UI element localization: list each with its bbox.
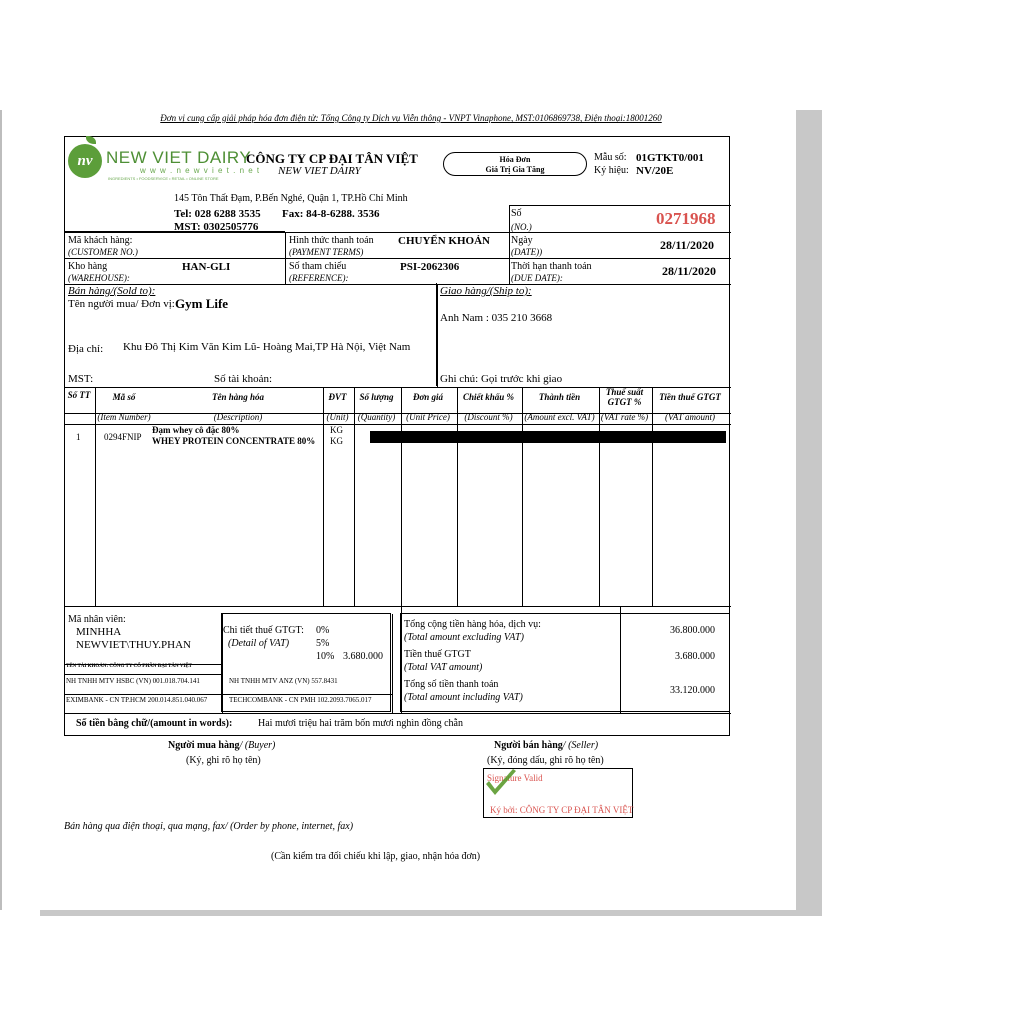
divider <box>436 283 437 386</box>
bank-eximbank: EXIMBANK - CN TP.HCM 200.014.851.040.067 <box>66 696 208 704</box>
col-header-stt: Số TT <box>67 390 91 400</box>
vat-total-sublabel: (Total VAT amount) <box>404 662 483 673</box>
row-desc-en: WHEY PROTEIN CONCENTRATE 80% <box>152 436 316 446</box>
row-unit-1: KG <box>330 425 343 435</box>
reference-label: Số tham chiếu <box>289 261 347 272</box>
vat-rate-5: 5% <box>316 638 330 649</box>
col-header-description: Tên hàng hóa <box>211 392 264 402</box>
in-words-label: Số tiền bằng chữ/(amount in words): <box>76 718 233 729</box>
logo-tagline: INGREDIENTS • FOODSERVICE • RETAIL • ONLINE STORE <box>108 176 219 181</box>
col-header-vat-rate: Thuế suất GTGT % <box>605 387 644 407</box>
vat-total-value: 3.680.000 <box>675 651 715 662</box>
reference-sublabel: (REFERENCE): <box>289 273 349 283</box>
divider <box>65 674 222 675</box>
page-shadow-bottom <box>40 910 822 916</box>
signed-by: Ký bởi: CÔNG TY CP ĐẠI TÂN VIỆT <box>490 805 634 815</box>
col-header-unit-price: Đơn giá <box>412 392 444 402</box>
warehouse-label: Kho hàng <box>68 261 108 272</box>
company-logo: nv <box>68 144 102 178</box>
divider <box>65 258 731 259</box>
buyer-sign-note: (Ký, ghi rõ họ tên) <box>186 755 261 766</box>
divider <box>65 606 731 607</box>
invoice-type-line1: Hóa Đơn <box>499 155 531 164</box>
bank-anz: NH TNHH MTV ANZ (VN) 557.8431 <box>229 677 338 685</box>
bank-hsbc: NH TNHH MTV HSBC (VN) 001.018.704.141 <box>66 677 200 685</box>
col-header-unit-price-en: (Unit Price) <box>406 412 450 422</box>
divider <box>285 232 286 284</box>
in-words-value: Hai mươi triệu hai trăm bốn mươi nghìn đồng chẵn <box>258 718 463 729</box>
staff-label: Mã nhân viên: <box>68 614 126 625</box>
ship-to-contact: Anh Nam : 035 210 3668 <box>440 312 553 324</box>
account-label: Số tài khoản: <box>214 373 273 385</box>
signature-valid-text: Signature Valid <box>487 773 543 783</box>
due-date-label: Thời hạn thanh toán <box>511 261 592 272</box>
divider <box>509 205 510 284</box>
date-label: Ngày <box>511 235 533 246</box>
vat-rate-10: 10% <box>316 651 335 662</box>
warehouse-sublabel: (WAREHOUSE): <box>68 273 130 283</box>
total-incl-label: Tổng số tiền thanh toán <box>404 679 499 690</box>
col-header-amount-en: (Amount excl. VAT) <box>524 412 595 422</box>
address-label: Địa chỉ: <box>68 343 104 355</box>
vat-total-label: Tiền thuế GTGT <box>404 649 471 660</box>
payment-label: Hình thức thanh toán <box>289 235 374 246</box>
col-header-discount: Chiết khấu % <box>462 392 514 402</box>
mst-label: MST: <box>68 373 94 385</box>
form-no-label: Mẫu số: <box>594 152 627 163</box>
row-stt: 1 <box>76 432 81 442</box>
redaction-bar <box>370 431 726 443</box>
form-no-value: 01GTKT0/001 <box>636 152 704 164</box>
col-header-code-en: (Item Number) <box>97 412 151 422</box>
col-header-code: Mã số <box>112 392 136 402</box>
vat-rate-0: 0% <box>316 625 330 636</box>
col-header-description-en: (Description) <box>213 412 263 422</box>
divider <box>509 205 731 206</box>
invoice-type-line2: Giá Trị Gia Tăng <box>485 165 545 174</box>
divider <box>65 284 731 285</box>
buyer-label: Tên người mua/ Đơn vị: <box>68 298 175 310</box>
vat-10-amount: 3.680.000 <box>343 651 383 662</box>
divider <box>392 614 393 713</box>
symbol-value: NV/20E <box>636 165 674 177</box>
page-edge <box>0 110 2 910</box>
seller-sign-title-vi: Người bán hàng <box>494 740 563 751</box>
col-header-vat-rate-en: (VAT rate %) <box>600 412 649 422</box>
col-header-unit-en: (Unit) <box>326 412 349 422</box>
logo-website: w w w . n e w v i e t . n e t <box>140 166 261 175</box>
total-excl-label: Tổng cộng tiền hàng hóa, dịch vụ: <box>404 619 541 630</box>
number-label: Số <box>511 208 522 219</box>
number-sublabel: (NO.) <box>511 222 532 232</box>
customer-no-sublabel: (CUSTOMER NO.) <box>68 247 138 257</box>
col-header-amount: Thành tiền <box>538 392 581 402</box>
staff-name-2: NEWVIET\THUY.PHAN <box>76 639 191 651</box>
col-header-discount-en: (Discount %) <box>464 412 513 422</box>
warehouse-value: HAN-GLI <box>182 261 231 273</box>
company-phone: Tel: 028 6288 3535 <box>174 208 261 220</box>
reference-value: PSI-2062306 <box>400 261 460 273</box>
company-address: 145 Tôn Thất Đạm, P.Bến Nghé, Quận 1, TP.Hồ Chí Minh <box>174 193 408 204</box>
sold-to-heading: Bán hàng/(Sold to): <box>68 285 156 297</box>
due-date-sublabel: (DUE DATE): <box>511 273 563 283</box>
delivery-note: Ghi chú: Gọi trước khi giao <box>440 373 563 385</box>
invoice-number: 0271968 <box>656 209 716 228</box>
buyer-sign-title-en: / (Buyer) <box>239 740 276 751</box>
customer-no-label: Mã khách hàng: <box>68 235 133 246</box>
vat-detail-label: Chi tiết thuế GTGT: <box>223 625 304 636</box>
divider <box>65 713 731 714</box>
payment-sublabel: (PAYMENT TERMS) <box>289 247 364 257</box>
row-unit-2: KG <box>330 436 343 446</box>
seller-sign-note: (Ký, đóng dấu, ghi rõ họ tên) <box>487 755 604 766</box>
check-note: (Cần kiểm tra đối chiếu khi lập, giao, nhận hóa đơn) <box>271 851 481 862</box>
bank-techcombank: TECHCOMBANK - CN PMH 102.2093.7065.017 <box>229 696 372 704</box>
date-sublabel: (DATE)) <box>511 247 543 257</box>
col-header-quantity-en: (Quantity) <box>357 412 396 422</box>
bank-account-heading: TÊN TÀI KHOẢN: CÔNG TY CỔ PHẦN ĐẠI TÂN VIỆT <box>66 664 192 669</box>
buyer-sign-title-vi: Người mua hàng <box>168 740 240 751</box>
total-incl-value: 33.120.000 <box>670 685 715 696</box>
buyer-address: Khu Đô Thị Kim Văn Kim Lũ- Hoàng Mai,TP Hà Nội, Việt Nam <box>123 341 411 353</box>
vat-detail-sublabel: (Detail of VAT) <box>228 638 290 649</box>
buyer-name: Gym Life <box>175 296 229 311</box>
company-fax: Fax: 84-8-6288. 3536 <box>282 208 380 220</box>
col-header-unit: ĐVT <box>328 392 347 402</box>
order-note: Bán hàng qua điện thoại, qua mạng, fax/ (Order by phone, internet, fax) <box>64 821 354 832</box>
total-excl-value: 36.800.000 <box>670 625 715 636</box>
staff-name-1: MINHHA <box>76 626 122 638</box>
company-brand: NEW VIET DAIRY <box>278 165 361 177</box>
divider <box>437 284 438 387</box>
due-date-value: 28/11/2020 <box>662 264 717 278</box>
buyer-sign-title <box>168 740 275 751</box>
provider-note: Đơn vị cung cấp giải pháp hóa đơn điện tử: Tổng Công ty Dịch vụ Viễn thông - VNPT Vinaphone, MST:0106869738, Điện thoại:18001260 <box>160 113 662 123</box>
symbol-label: Ký hiệu: <box>594 165 629 176</box>
company-name: CÔNG TY CP ĐẠI TÂN VIỆT <box>246 151 418 166</box>
row-desc-vi: Đạm whey cô đặc 80% <box>152 425 240 435</box>
total-excl-sublabel: (Total amount excluding VAT) <box>404 632 524 643</box>
payment-value: CHUYỂN KHOẢN <box>398 235 490 247</box>
row-code: 0294FNIP <box>104 432 142 442</box>
total-incl-sublabel: (Total amount including VAT) <box>404 692 523 703</box>
seller-sign-title-en: / (Seller) <box>562 740 599 751</box>
divider <box>65 232 731 233</box>
page-shadow-right <box>796 110 822 916</box>
col-header-quantity: Số lượng <box>359 392 394 402</box>
col-header-vat-amount-en: (VAT amount) <box>664 412 716 422</box>
company-tax-code: MST: 0302505776 <box>174 221 259 233</box>
invoice-type-badge <box>443 152 587 176</box>
seller-sign-title <box>494 740 598 751</box>
col-header-vat-amount: Tiền thuế GTGT <box>659 392 721 402</box>
date-value: 28/11/2020 <box>660 238 715 252</box>
ship-to-heading: Giao hàng/(Ship to): <box>440 285 532 297</box>
checkmark-icon <box>484 768 518 798</box>
logo-name: NEW VIET DAIRY <box>106 148 252 167</box>
